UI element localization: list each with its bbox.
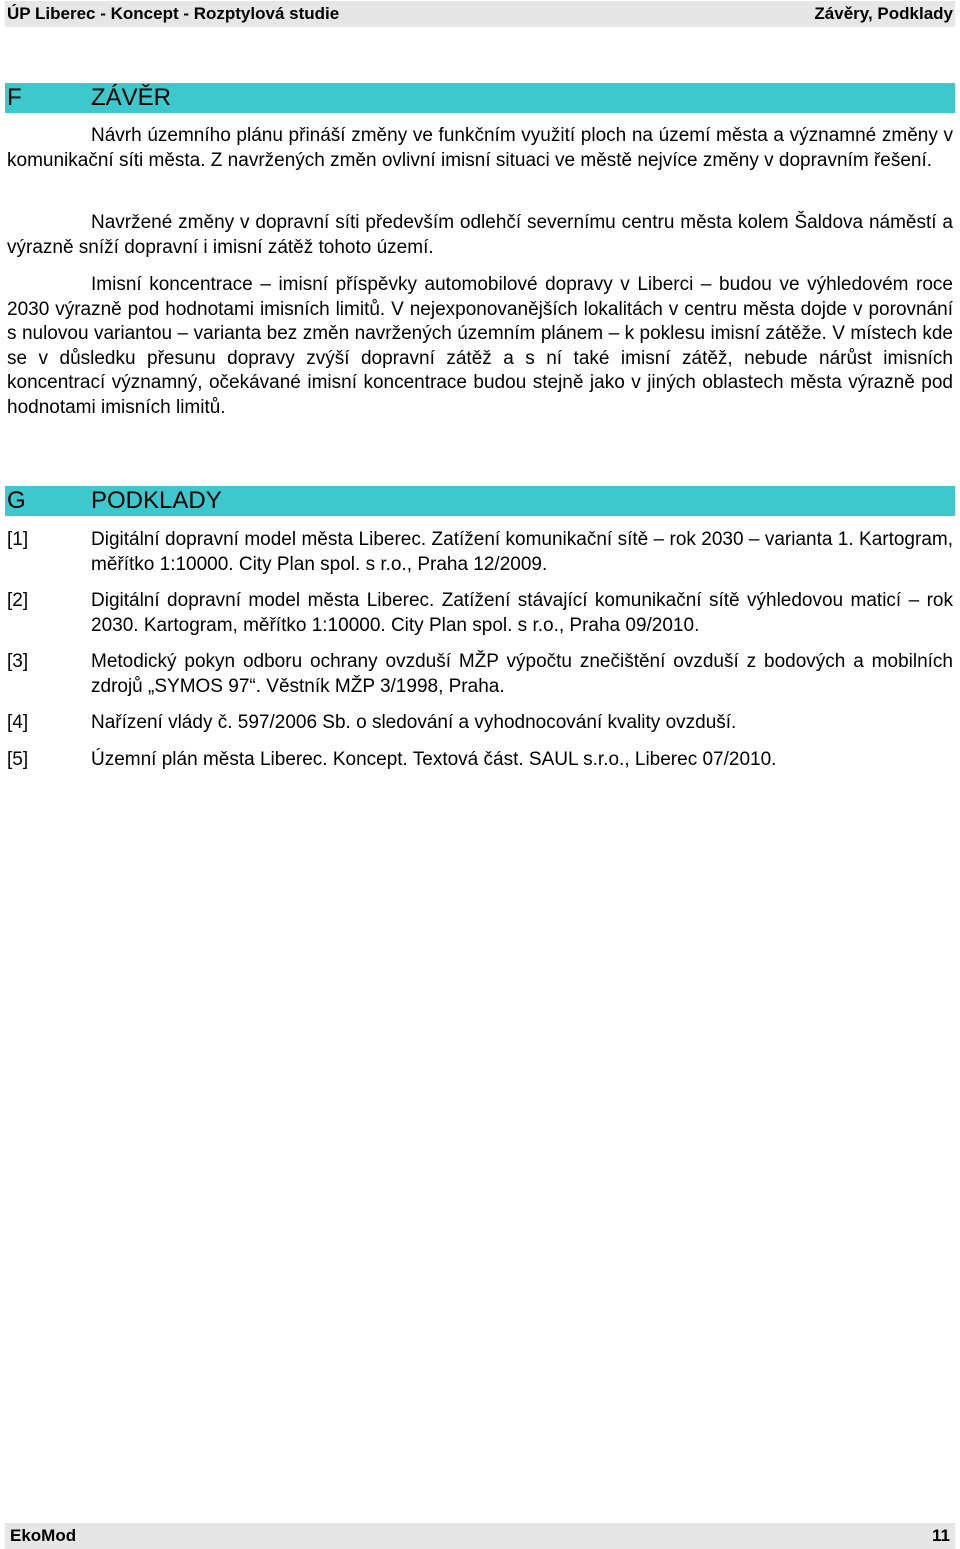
header-section-title: Závěry, Podklady: [814, 4, 953, 23]
reference-number: [1]: [7, 529, 29, 550]
section-f-heading: [5, 83, 955, 113]
reference-text: Metodický pokyn odboru ochrany ovzduší MŽP výpočtu znečištění ovzduší z bodových a mobilních zdrojů „SYMOS 97“. Věstník MŽP 3/1998, Praha.: [91, 651, 953, 697]
section-f-letter: F: [7, 84, 22, 111]
reference-item: [7, 589, 953, 638]
conclusion-paragraph-2: Navržené změny v dopravní síti především odlehčí severnímu centru města kolem Šaldova náměstí a výrazně sníží dopravní i imisní zátěž tohoto území.: [7, 212, 953, 258]
footer-company: EkoMod: [10, 1526, 77, 1545]
reference-text: Nařízení vlády č. 597/2006 Sb. o sledování a vyhodnocování kvality ovzduší.: [91, 712, 737, 733]
reference-number: [3]: [7, 651, 29, 672]
reference-list: [7, 528, 953, 784]
conclusion-paragraph-3: Imisní koncentrace – imisní příspěvky automobilové dopravy v Liberci – budou ve výhledovém roce 2030 výrazně pod hodnotami imisních limitů. V nejexponovanějších lokalitách v centru města dojde v porovnání s nulovou variantou – varianta bez změn navržených územním plánem – k poklesu imisní zátěže. V místech kde se v důsledku přesunu dopravy zvýší dopravní zátěž a s ní také imisní zátěž, nebude nárůst imisních koncentrací významný, očekávané imisní koncentrace budou stejně jako v jiných oblastech města výrazně pod hodnotami imisních limitů.: [7, 274, 953, 418]
reference-item: [7, 528, 953, 577]
reference-text: Územní plán města Liberec. Koncept. Textová část. SAUL s.r.o., Liberec 07/2010.: [91, 748, 777, 770]
page-number: 11: [932, 1526, 950, 1545]
page-header: [5, 1, 955, 27]
header-document-title: ÚP Liberec - Koncept - Rozptylová studie: [7, 4, 340, 23]
reference-item: [7, 711, 953, 736]
reference-item: [7, 650, 953, 699]
reference-number: [2]: [7, 590, 29, 611]
reference-text: Digitální dopravní model města Liberec. Zatížení stávající komunikační sítě výhledovou maticí – rok 2030. Kartogram, měřítko 1:10000. City Plan spol. s r.o., Praha 09/2010.: [91, 590, 953, 636]
reference-item: [7, 748, 953, 773]
reference-number: [4]: [7, 712, 29, 733]
section-g-letter: G: [7, 487, 26, 514]
reference-text: Digitální dopravní model města Liberec. Zatížení komunikační sítě – rok 2030 – varianta 1. Kartogram, měřítko 1:10000. City Plan spol. s r.o., Praha 12/2009.: [91, 529, 953, 575]
section-g-title: PODKLADY: [91, 487, 222, 514]
reference-number: [5]: [7, 748, 29, 770]
page-footer: [5, 1523, 955, 1549]
section-f-title: ZÁVĚR: [91, 84, 172, 111]
section-g-heading: [5, 486, 955, 516]
conclusion-paragraph-1: Návrh územního plánu přináší změny ve funkčním využití ploch na území města a významné změny v komunikační síti města. Z navržených změn ovlivní imisní situaci ve městě nejvíce změny v dopravním řešení.: [7, 125, 953, 171]
